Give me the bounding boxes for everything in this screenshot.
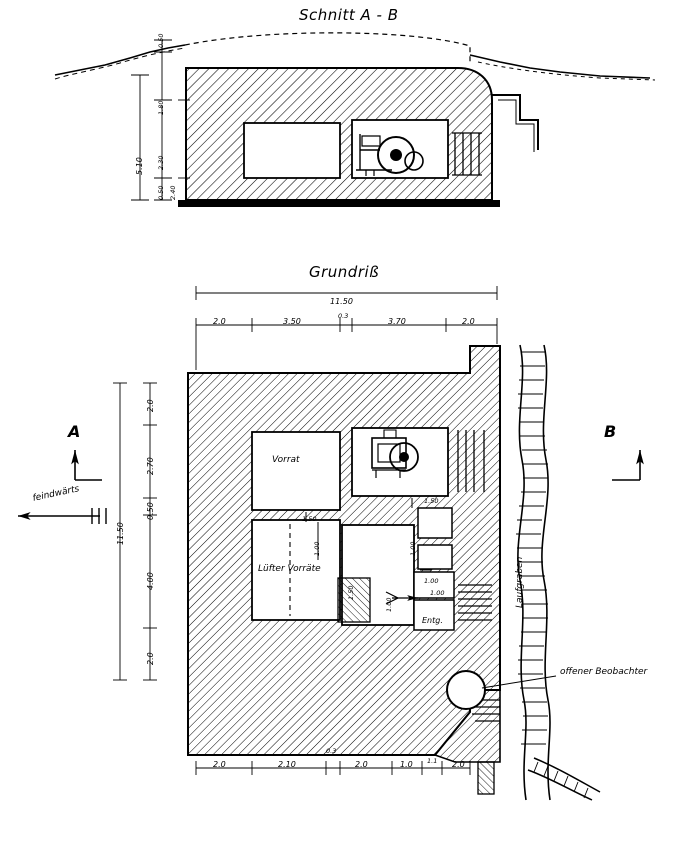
section-dim-base: 2.40 (169, 185, 177, 200)
annotation-laufgraben: Laufgraben (515, 556, 525, 608)
plan-dim-left-5: 2.0 (146, 652, 155, 665)
small-dim-6: 1.00 (385, 597, 393, 612)
small-dim-2: 1.00 (313, 541, 321, 556)
room-vorrat (252, 432, 340, 510)
section-dim-top-small: 0.50 (157, 33, 165, 48)
small-dim-3: 1.50 (424, 497, 439, 505)
small-dim-7: 1.00 (430, 589, 445, 597)
plan-dim-top-4: 3.70 (388, 317, 406, 326)
room-entg (414, 600, 454, 630)
room-label-vorrat: Vorrat (272, 455, 300, 465)
section-dim-lower: 0.50 (157, 185, 165, 200)
label-feindwaerts: feindwärts (31, 484, 81, 504)
section-marker-b: B (604, 422, 617, 441)
section-view (55, 33, 655, 207)
room-label-luefter-vorraete: Lüfter Vorräte (258, 564, 321, 574)
plan-dim-top-5: 2.0 (462, 317, 475, 326)
plan-dim-bottom-1: 2.0 (213, 760, 226, 769)
plan-dim-overall-left: 11.50 (116, 522, 125, 545)
small-dim-8: 1.50 (347, 585, 355, 600)
plan-dim-bottom-4: 2.0 (355, 760, 368, 769)
plan-dim-overall-top: 11.50 (330, 297, 353, 306)
plan-view (18, 286, 640, 800)
plan-dim-bottom-7: 2.0 (452, 760, 465, 769)
plan-dim-bottom-6: 1.1 (427, 757, 438, 765)
section-dim-upper: 1.80 (157, 100, 165, 115)
plan-dim-bottom-2: 2.10 (278, 760, 296, 769)
plan-dim-left-2: 2.70 (146, 457, 155, 475)
room-label-entg: Entg. (422, 616, 443, 625)
plan-dim-left-4: 4.00 (146, 572, 155, 590)
section-dim-total-left: 5.10 (135, 157, 144, 175)
small-dim-5: 1.00 (424, 577, 439, 585)
plan-dim-top-3: 0.3 (338, 312, 349, 320)
small-dim-4: 1.00 (409, 541, 417, 556)
plan-dim-left-1: 2.0 (146, 399, 155, 412)
plan-dim-bottom-5: 1.0 (400, 760, 413, 769)
section-title: Schnitt A - B (299, 6, 399, 24)
section-dim-mid: 2.30 (157, 155, 165, 170)
plan-dim-left-3: 0.50 (146, 502, 155, 520)
annotation-offener-beobachter: offener Beobachter (560, 667, 648, 677)
offener-beobachter-symbol (447, 671, 485, 709)
plan-dim-top-2: 3.50 (283, 317, 301, 326)
small-dim-1: 1.50 (302, 515, 317, 523)
section-marker-a: A (68, 422, 81, 441)
plan-dim-top-1: 2.0 (213, 317, 226, 326)
plan-title: Grundriß (309, 263, 380, 281)
plan-dim-bottom-3: 0.3 (326, 747, 337, 755)
